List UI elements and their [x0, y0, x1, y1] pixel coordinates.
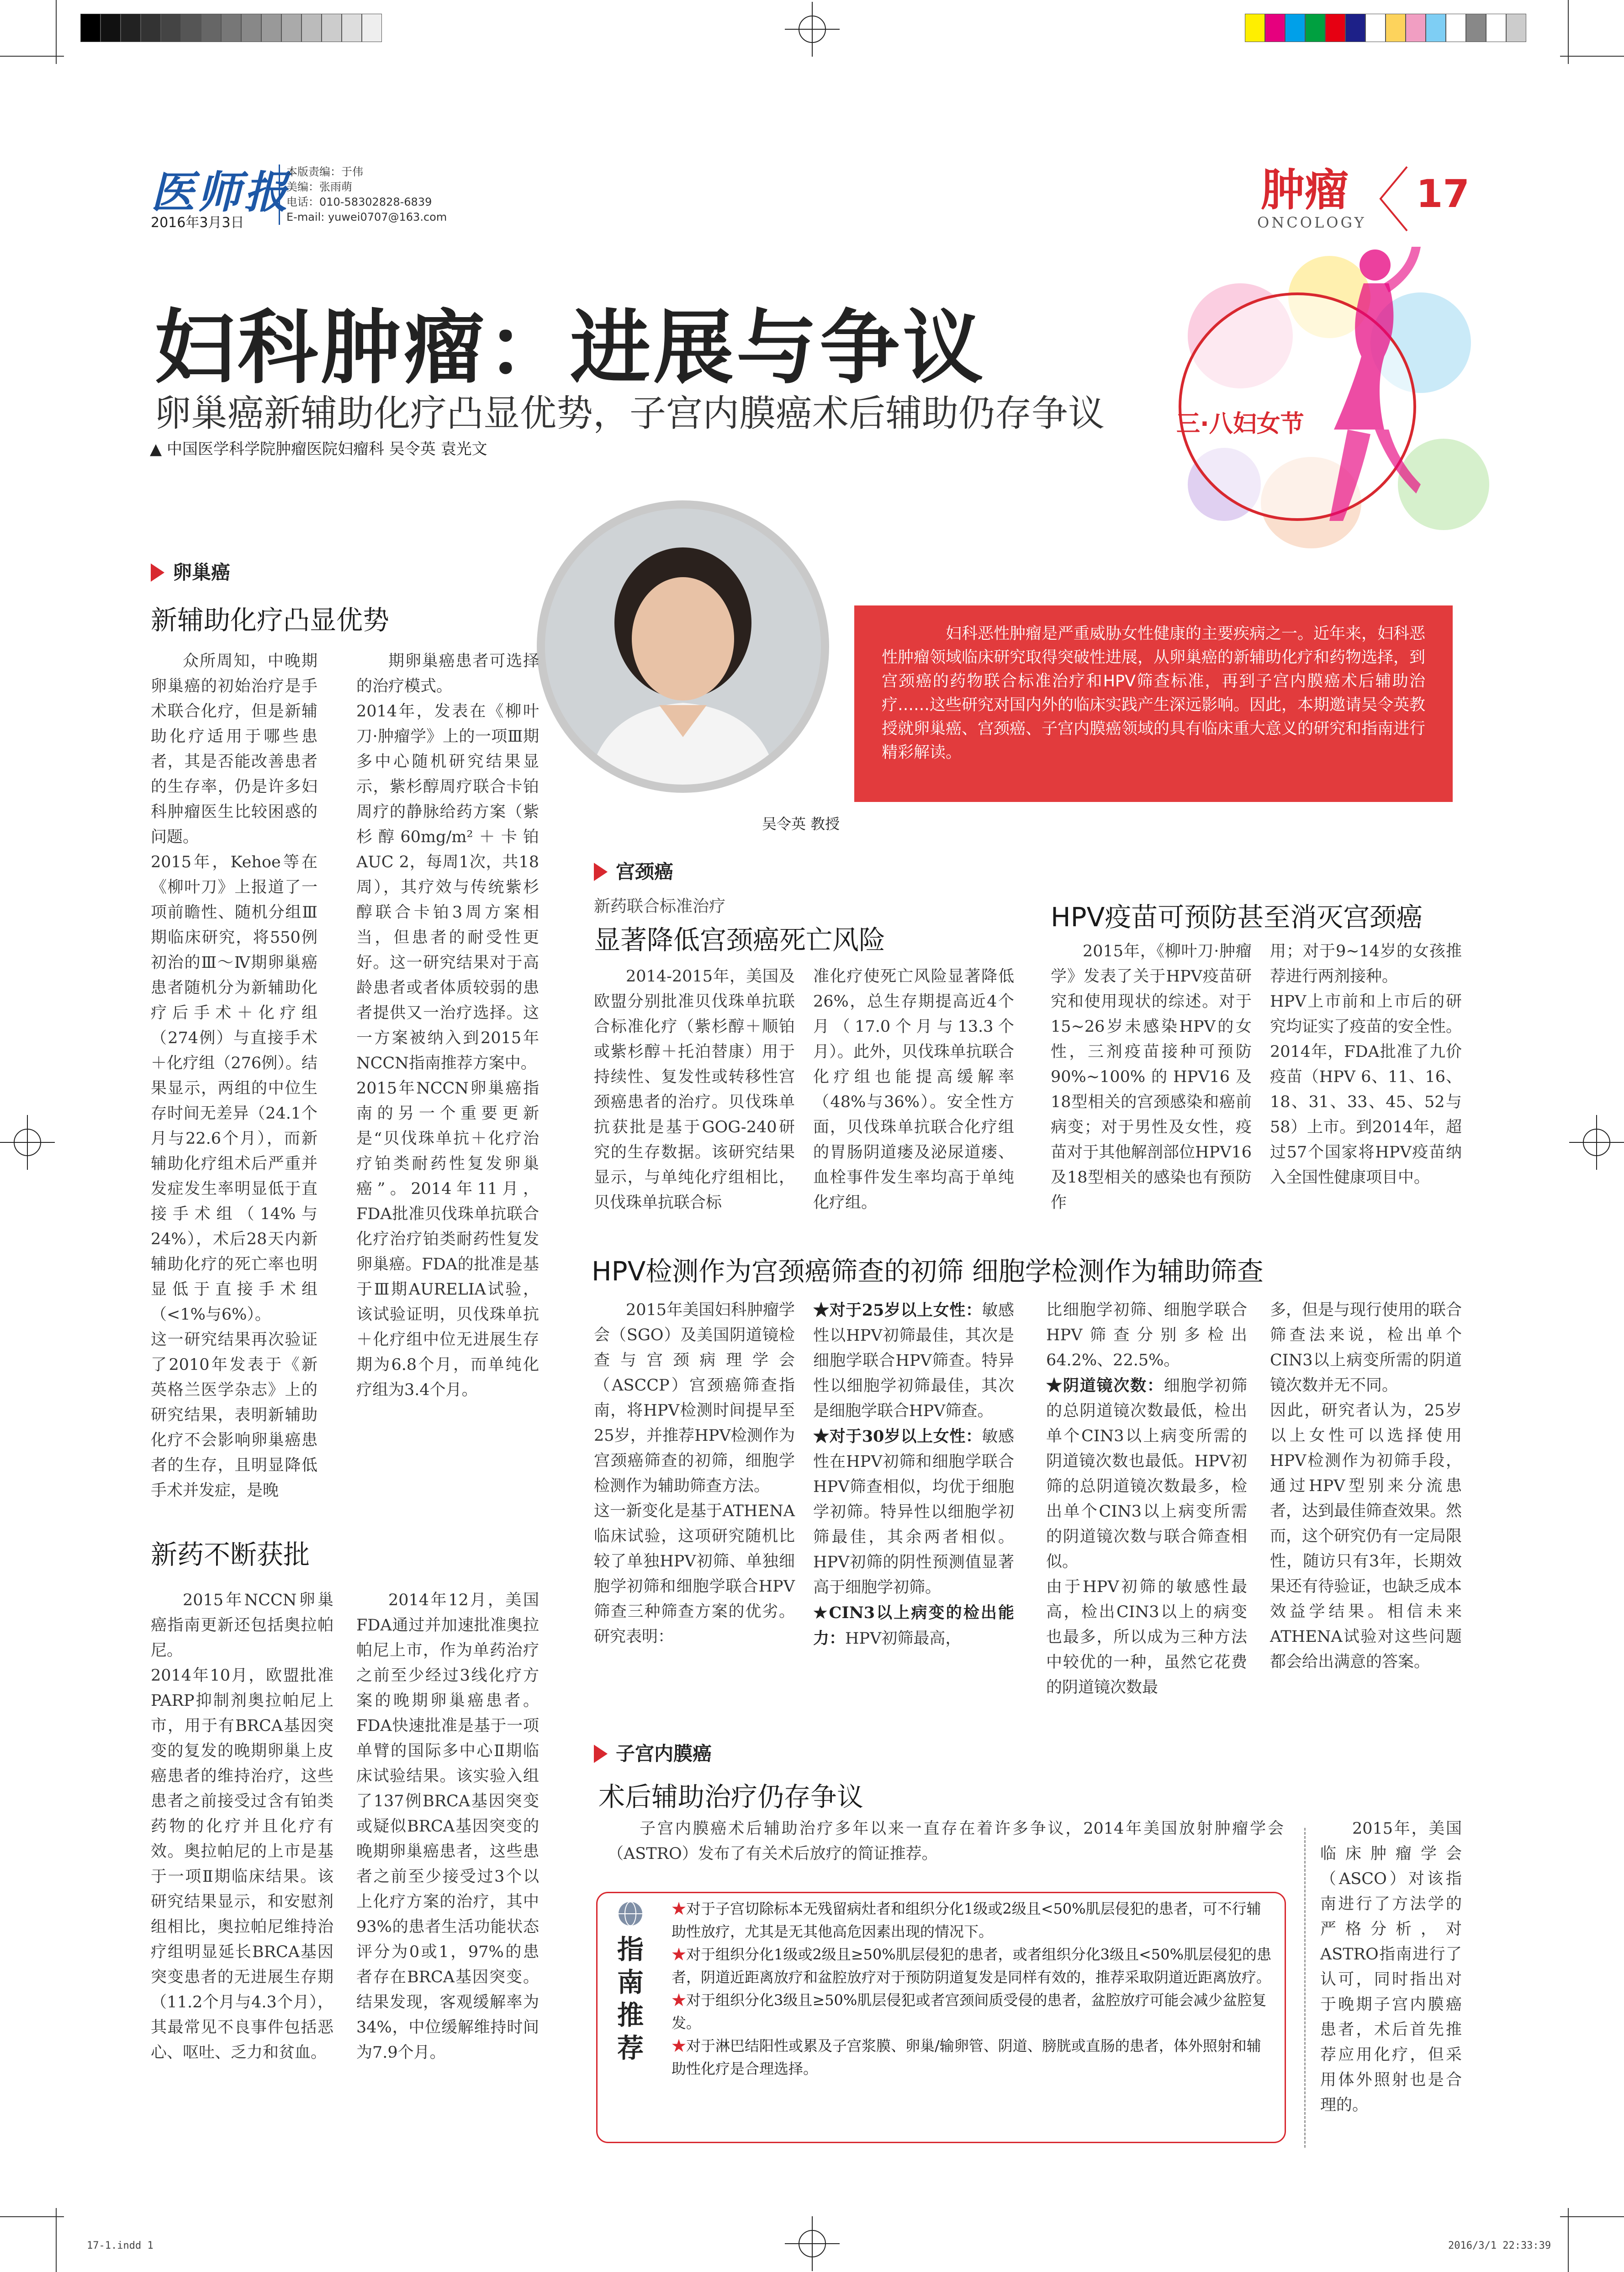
section-label-text: 子宫内膜癌 — [616, 1742, 712, 1765]
section-title: 肿瘤 — [1261, 164, 1349, 216]
star-icon: ★ — [672, 1946, 687, 1963]
designer-name: 美编：张雨萌 — [286, 180, 352, 193]
crop-mark — [0, 56, 64, 57]
cervical-col-2 — [813, 964, 1014, 1216]
ovarian-col-1 — [151, 649, 317, 1503]
guideline-items — [672, 1897, 1275, 2080]
cervical-col-5 — [594, 1298, 795, 1650]
crop-mark — [56, 2208, 57, 2272]
guideline-label: 指南推荐 — [617, 1934, 644, 2064]
cervical-col-4-text: 用；对于9~14岁的女孩推荐进行两剂接种。 HPV上市前和上市后的研究均证实了疫苗的安全性。2014年，FDA批准了九价疫苗（HPV 6、11、16、18、31、33、45、52与58）上市。到2014年，超过57个国家将HPV疫苗纳入全国性健康项目中。 — [1270, 942, 1462, 1187]
portrait-person-icon — [545, 509, 821, 785]
triangle-icon — [594, 863, 608, 881]
section-label-text: 卵巢癌 — [173, 561, 231, 584]
star-icon: ★ — [672, 1991, 687, 2009]
criterion-cin3: ★CIN3以上病变的检出能力： — [813, 1603, 1014, 1648]
cervical-col-5-text: 2015年美国妇科肿瘤学会（SGO）及美国阴道镜检查与宫颈病理学会（ASCCP）宫颈癌筛查指南，将HPV检测时间提早至25岁，并推荐HPV检测作为宫颈癌筛查的初筛，细胞学检测作为辅助筛查方法。 这一新变化是基于ATHENA临床试验，这项研究随机比较了单独HPV初筛、单独细胞学初筛和细胞学联合HPV筛查三种筛查方案的优劣。研究表明： — [594, 1301, 795, 1646]
cervical-col-8 — [1270, 1298, 1462, 1675]
byline: ▲ 中国医学科学院肿瘤医院妇瘤科 吴令英 袁光文 — [150, 440, 487, 458]
footer-datetime: 2016/3/1 22:33:39 — [1448, 2240, 1551, 2251]
section-label-cervical — [594, 857, 673, 884]
section-label-text: 宫颈癌 — [616, 860, 674, 883]
cervical-col-6 — [813, 1298, 1014, 1651]
cervical-title-2: HPV疫苗可预防甚至消灭宫颈癌 — [1051, 902, 1423, 933]
woman-silhouette-icon — [1320, 238, 1425, 530]
crop-mark — [56, 0, 57, 64]
ovarian-col-4 — [356, 1588, 539, 2065]
registration-mark-bottom — [785, 2216, 840, 2271]
criterion-colposcopy: ★阴道镜次数： — [1046, 1376, 1164, 1395]
ovarian-title-1: 新辅助化疗凸显优势 — [151, 605, 390, 636]
crop-mark — [1560, 2216, 1624, 2217]
endometrial-title: 术后辅助治疗仍存争议 — [598, 1781, 864, 1812]
guideline-item — [672, 1897, 1275, 1943]
color-bar — [1245, 14, 1526, 42]
criterion-cin3-text: HPV初筛最高， — [845, 1630, 962, 1648]
criterion-25: ★对于25岁以上女性： — [813, 1301, 982, 1320]
editor-phone: 电话：010-58302828-6839 — [286, 196, 432, 208]
ovarian-col-2 — [356, 649, 539, 1403]
ovarian-col-1-text: 众所周知，中晚期卵巢癌的初始治疗是手术联合化疗，但是新辅助化疗适用于哪些患者，其是否能改善患者的生存率，仍是许多妇科肿瘤医生比较困惑的问题。 2015年，Kehoe等在《柳叶刀》上报道了一项前瞻性、随机分组Ⅲ期临床研究，将550例初治的Ⅲ～Ⅳ期卵巢癌患者随机分为新辅助化疗后手术＋化疗组（274例）与直接手术＋化疗组（276例）。结果显示，两组的中位生存时间无差异（24.1个月与22.6个月），而新辅助化疗组术后严重并发症发生率明显低于直接手术组（14%与24%），术后28天内新辅助化疗的死亡率也明显低于直接手术组（<1%与6%）。 这一研究结果再次验证了2010年发表于《新英格兰医学杂志》上的研究结果，表明新辅助化疗不会影响卵巢癌患者的生存，且明显降低手术并发症，是晚 — [151, 652, 317, 1500]
cervical-col-7 — [1046, 1298, 1247, 1700]
crop-mark — [1568, 2208, 1569, 2272]
intro-box — [854, 605, 1453, 802]
guideline-item-text: 对于组织分化3级且≥50%肌层侵犯或者宫颈间质受侵的患者，盆腔放疗可能会减少盆腔复发。 — [672, 1991, 1267, 2032]
editor-email: E-mail: yuwei0707@163.com — [286, 211, 447, 223]
guideline-item-text: 对于组织分化1级或2级且≥50%肌层侵犯的患者，或者组织分化3级且<50%肌层侵犯的患者，阴道近距离放疗和盆腔放疗对于预防阴道复发是同样有效的，推荐采取阴道近距离放疗。 — [672, 1946, 1271, 1986]
guideline-item — [672, 1943, 1275, 1989]
cervical-col-6-text — [813, 1298, 1014, 1651]
intro-text: 妇科恶性肿瘤是严重威胁女性健康的主要疾病之一。近年来，妇科恶性肿瘤领域临床研究取得突破性进展，从卵巢癌的新辅助化疗和药物选择，到宫颈癌的药物联合标准治疗和HPV筛查标准，再到子宫内膜癌术后辅助治疗……这些研究对国内外的临床实践产生深远影响。因此，本期邀请吴令英教授就卵巢癌、宫颈癌、子宫内膜癌领域的具有临床重大意义的研究和指南进行精彩解读。 — [882, 625, 1426, 762]
registration-mark-top — [785, 2, 840, 57]
guideline-item-text: 对于子宫切除标本无残留病灶者和组织分化1级或2级且<50%肌层侵犯的患者，可不行辅助性放疗，尤其是无其他高危因素出现的情况下。 — [672, 1900, 1261, 1940]
portrait-caption: 吴令英 教授 — [762, 815, 840, 833]
criterion-30-text: 敏感性在HPV初筛和细胞学联合HPV筛查相似，均优于细胞学初筛。特异性以细胞学初筛最佳，其余两者相似。HPV初筛的阴性预测值显著高于细胞学初筛。 — [813, 1428, 1014, 1597]
endometrial-intro — [608, 1816, 1284, 1867]
guideline-item-text: 对于淋巴结阳性或累及子宫浆膜、卵巢/输卵管、阴道、膀胱或直肠的患者，体外照射和辅助性化疗是合理选择。 — [672, 2037, 1261, 2077]
star-icon: ★ — [672, 1900, 687, 1917]
guideline-item — [672, 2034, 1275, 2080]
column-divider — [1304, 1828, 1306, 2148]
star-icon: ★ — [672, 2037, 687, 2054]
triangle-icon — [151, 563, 164, 582]
triangle-icon — [594, 1745, 608, 1763]
cin3-detection-text: 比细胞学初筛、细胞学联合HPV筛查分别多检出64.2%、22.5%。 — [1046, 1301, 1247, 1370]
page-number-bracket-icon — [1375, 162, 1412, 235]
cervical-col-8-text: 多，但是与现行使用的联合筛查法来说，检出单个CIN3以上病变所需的阴道镜次数并无不同。 因此，研究者认为，25岁以上女性可以选择使用HPV检测作为初筛手段，通过HPV型别来分流患者，达到最佳筛查效果。然而，这个研究仍有一定局限性，随访只有3年，长期效果还有待验证，也缺乏成本效益学结果。相信未来ATHENA试验对这些问题都会给出满意的答案。 — [1270, 1301, 1462, 1671]
section-title-en: ONCOLOGY — [1257, 214, 1366, 231]
ovarian-col-3 — [151, 1588, 333, 2065]
guideline-item — [672, 1989, 1275, 2034]
cervical-col-1 — [594, 964, 795, 1216]
endometrial-side-text: 2015年，美国临床肿瘤学会（ASCO）对该指南进行了方法学的严格分析，对ASTRO指南进行了认可，同时指出对于晚期子宫内膜癌患者，术后首先推荐应用化疗，但采用体外照射也是合理的。 — [1320, 1820, 1462, 2114]
criterion-colposcopy-text: 细胞学初筛的总阴道镜次数最低，检出单个CIN3以上病变所需的阴道镜次数也最低。HPV初筛的总阴道镜次数最多，检出单个CIN3以上病变所需的阴道镜次数与联合筛查相似。 由于HPV初筛的敏感性最高，检出CIN3以上的病变也最多，所以成为三种方法中较优的一种，虽然它花费的阴道镜次数最 — [1046, 1377, 1247, 1697]
crop-mark — [0, 2216, 64, 2217]
newspaper-logo: 医师报 — [151, 166, 291, 218]
crop-mark — [1568, 0, 1569, 64]
cervical-kicker: 新药联合标准治疗 — [594, 897, 726, 916]
issue-date: 2016年3月3日 — [151, 215, 244, 231]
cervical-col-1-text: 2014-2015年，美国及欧盟分别批准贝伐珠单抗联合标准化疗（紫杉醇＋顺铂或紫杉醇＋托泊替康）用于持续性、复发性或转移性宫颈癌患者的治疗。贝伐珠单抗获批是基于GOG-240研究的生存数据。该研究结果显示，与单纯化疗组相比，贝伐珠单抗联合标 — [594, 967, 795, 1212]
criterion-25-text: 敏感性以HPV初筛最佳，其次是细胞学联合HPV筛查。特异性以细胞学初筛最佳，其次是细胞学联合HPV筛查。 — [813, 1301, 1014, 1420]
grayscale-bar — [80, 14, 382, 42]
page-subtitle: 卵巢癌新辅助化疗凸显优势，子宫内膜癌术后辅助仍存争议 — [154, 392, 1105, 435]
cervical-col-3-text: 2015年，《柳叶刀·肿瘤学》发表了关于HPV疫苗研究和使用现状的综述。对于15~26岁未感染HPV的女性，三剂疫苗接种可预防90%~100%的HPV16及18型相关的宫颈感染和癌前病变；对于男性及女性，疫苗对于其他解剖部位HPV16及18型相关的感染也有预防作 — [1051, 942, 1252, 1212]
cervical-col-3 — [1051, 939, 1252, 1216]
womens-day-label: 三·八妇女节 — [1176, 410, 1304, 438]
page-title: 妇科肿瘤：进展与争议 — [154, 301, 986, 395]
globe-icon — [617, 1900, 644, 1927]
criterion-30: ★对于30岁以上女性： — [813, 1427, 982, 1446]
section-label-ovarian — [151, 557, 230, 585]
ovarian-title-2: 新药不断获批 — [151, 1539, 310, 1570]
registration-mark-left — [0, 1115, 55, 1170]
ovarian-col-4-text: 2014年12月，美国FDA通过并加速批准奥拉帕尼上市，作为单药治疗之前至少经过3线化疗方案的晚期卵巢癌患者。FDA快速批准是基于一项单臂的国际多中心Ⅱ期临床试验结果。该实验入组了137例BRCA基因突变或疑似BRCA基因突变的晚期卵巢癌患者，这些患者之前至少接受过3个以上化疗方案的治疗，其中93%的患者生活功能状态评分为0或1，97%的患者存在BRCA基因突变。结果发现，客观缓解率为34%，中位缓解维持时间为7.9个月。 — [356, 1591, 539, 2062]
editor-info — [279, 165, 447, 225]
cervical-col-7-text — [1046, 1298, 1247, 1700]
author-portrait — [537, 500, 829, 793]
crop-mark — [1560, 56, 1624, 57]
cervical-col-4 — [1270, 939, 1462, 1190]
ovarian-col-2-text: 期卵巢癌患者可选择的治疗模式。 2014年，发表在《柳叶刀·肿瘤学》上的一项Ⅲ期多中心随机研究结果显示，紫杉醇周疗联合卡铂周疗的静脉给药方案（紫杉醇60mg/m²＋卡铂AUC 2，每周1次，共18周），其疗效与传统紫杉醇联合卡铂3周方案相当，但患者的耐受性更好。这一研究结果对于高龄患者或者体质较弱的患者提供又一治疗选择。这一方案被纳入到2015年NCCN指南推荐方案中。 2015年NCCN卵巢癌指南的另一个重要更新是“贝伐珠单抗＋化疗治疗铂类耐药性复发卵巢癌”。2014年11月，FDA批准贝伐珠单抗联合化疗治疗铂类耐药性复发卵巢癌。FDA的批准是基于Ⅲ期AURELIA试验，该试验证明，贝伐珠单抗＋化疗组中位无进展生存期为6.8个月，而单纯化疗组为3.4个月。 — [356, 652, 539, 1399]
registration-mark-right — [1569, 1115, 1624, 1170]
editor-name: 本版责编：于伟 — [286, 165, 363, 178]
endometrial-side — [1320, 1816, 1462, 2118]
cervical-title-1: 显著降低宫颈癌死亡风险 — [594, 924, 886, 956]
cervical-col-2-text: 准化疗使死亡风险显著降低26%，总生存期提高近4个月（17.0个月与13.3个月）。此外，贝伐珠单抗联合化疗组也能提高缓解率（48%与36%）。安全性方面，贝伐珠单抗联合化疗组的胃肠阴道瘘及泌尿道瘘、血栓事件发生率均高于单纯化疗组。 — [813, 967, 1014, 1212]
page-number: 17 — [1416, 171, 1470, 216]
footer-file: 17-1.indd 1 — [87, 2240, 153, 2251]
ovarian-col-3-text: 2015年NCCN卵巢癌指南更新还包括奥拉帕尼。 2014年10月，欧盟批准PARP抑制剂奥拉帕尼上市，用于有BRCA基因突变的复发的晚期卵巢上皮癌患者的维持治疗，这些患者之前接受过含有铂类药物的化疗并且化疗有效。奥拉帕尼的上市是基于一项Ⅱ期临床结果。该研究结果显示，和安慰剂组相比，奥拉帕尼维持治疗组明显延长BRCA基因突变患者的无进展生存期（11.2个月与4.3个月），其最常见不良事件包括恶心、呕吐、乏力和贫血。 — [151, 1591, 333, 2062]
endometrial-intro-text: 子宫内膜癌术后辅助治疗多年以来一直存在着许多争议，2014年美国放射肿瘤学会（ASTRO）发布了有关术后放疗的简证推荐。 — [608, 1820, 1284, 1863]
cervical-title-3: HPV检测作为宫颈癌筛查的初筛 细胞学检测作为辅助筛查 — [592, 1256, 1264, 1287]
section-label-endometrial — [594, 1739, 712, 1766]
